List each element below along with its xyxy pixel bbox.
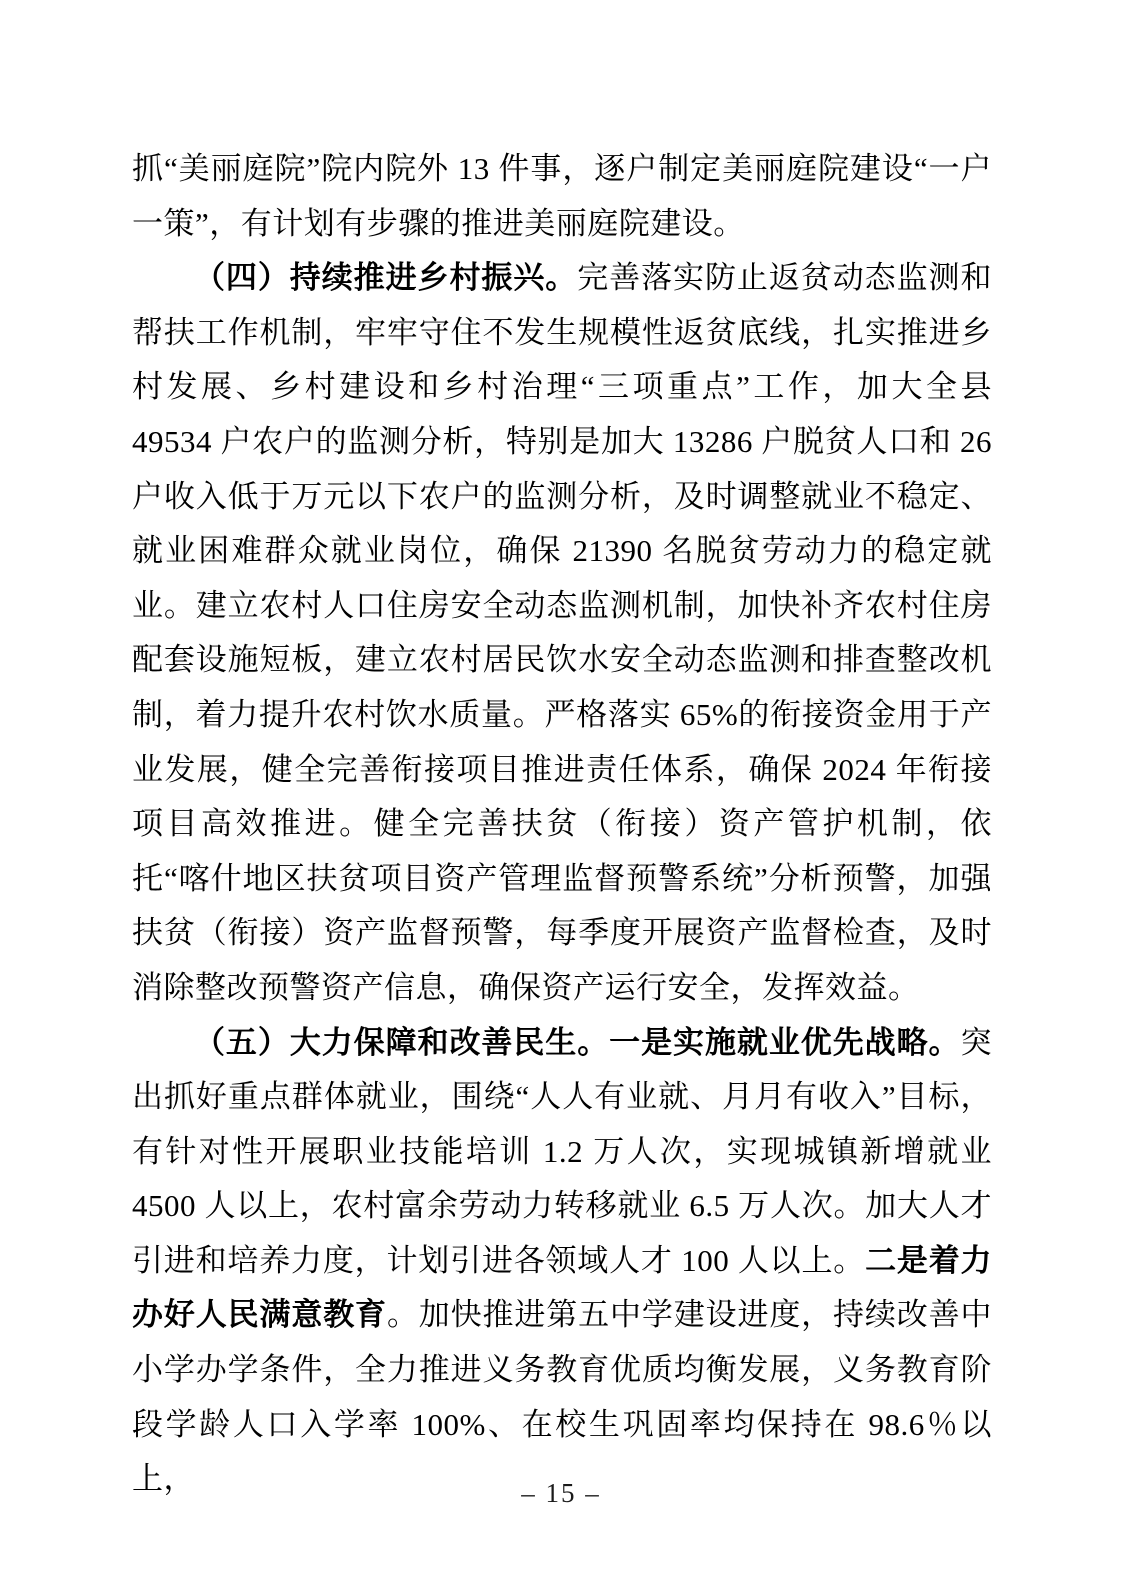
paragraph xyxy=(132,1016,992,1507)
text-run: 完善落实防止返贫动态监测和帮扶工作机制，牢牢守住不发生规模性返贫底线，扎实推进乡村发展、乡村建设和乡村治理“三项重点”工作，加大全县 49534 户农户的监测分析，特别是加大 13286 户脱贫人口和 26 户收入低于万元以下农户的监测分析，及时调整就业不稳定、就业困难群众就业岗位，确保 21390 名脱贫劳动力的稳定就业。建立农村人口住房安全动态监测机制，加快补齐农村住房配套设施短板，建立农村居民饮水安全动态监测和排查整改机制，着力提升农村饮水质量。严格落实 65%的衔接资金用于产业发展，健全完善衔接项目推进责任体系，确保 2024 年衔接项目高效推进。健全完善扶贫（衔接）资产管护机制，依托“喀什地区扶贫项目资产管理监督预警系统”分析预警，加强扶贫（衔接）资产监督预警，每季度开展资产监督检查，及时消除整改预警资产信息，确保资产运行安全，发挥效益。 xyxy=(132,260,992,1005)
paragraph xyxy=(132,142,992,251)
paragraph xyxy=(132,251,992,1015)
heading-run: （五）大力保障和改善民生。一是实施就业优先战略。 xyxy=(194,1024,961,1060)
heading-run: 二是着力办好人民满意教育 xyxy=(132,1242,993,1333)
text-run: 突出抓好重点群体就业，围绕“人人有业就、月月有收入”目标，有针对性开展职业技能培训 1.2 万人次，实现城镇新增就业 4500 人以上，农村富余劳动力转移就业 6.5 万人次。加大人才引进和培养力度，计划引进各领域人才 100 人以上。 xyxy=(132,1024,992,1278)
text-run: 。加快推进第五中学建设进度，持续改善中小学办学条件，全力推进义务教育优质均衡发展，义务教育阶段学龄人口入学率 100%、在校生巩固率均保持在 98.6％以上， xyxy=(132,1297,993,1497)
document-body xyxy=(132,142,992,1507)
heading-run: （四）持续推进乡村振兴。 xyxy=(194,260,578,296)
page-number: – 15 – xyxy=(521,1478,601,1508)
text-run: 抓“美丽庭院”院内院外 13 件事，逐户制定美丽庭院建设“一户一策”，有计划有步骤的推进美丽庭院建设。 xyxy=(132,151,992,241)
